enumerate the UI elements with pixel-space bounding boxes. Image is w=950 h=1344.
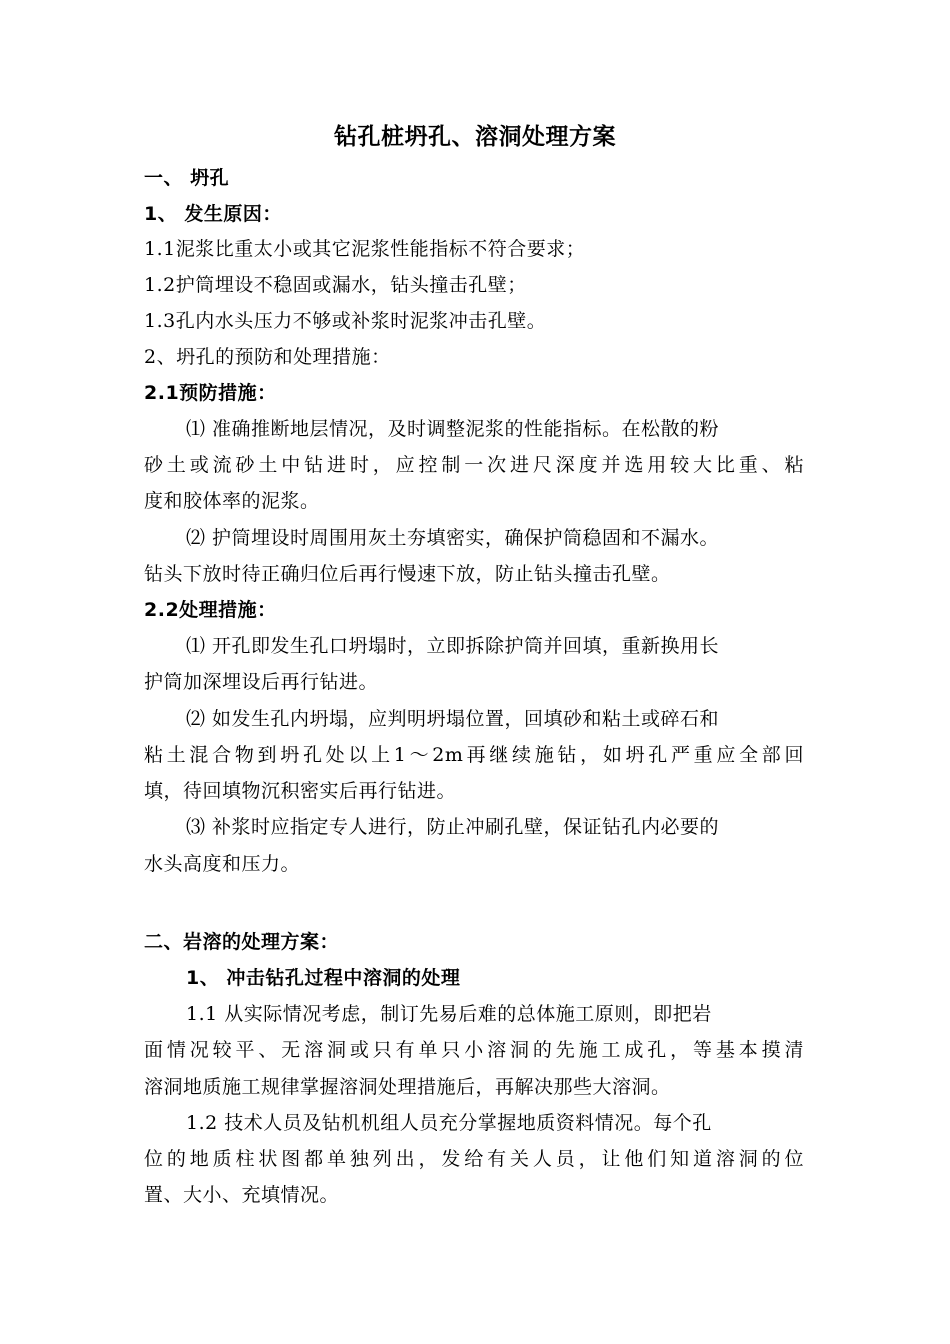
prevention-item-1-line-1: ⑴ 准确推断地层情况，及时调整泥浆的性能指标。在松散的粉 (186, 418, 720, 440)
cause-item-1-1: 1.1泥浆比重太小或其它泥浆性能指标不符合要求； (144, 238, 586, 260)
subsection-heading-causes: 1、 发生原因： (144, 203, 282, 225)
karst-item-1-2-line-3: 置、大小、充填情况。 (144, 1184, 340, 1206)
document-title: 钻孔桩坍孔、溶洞处理方案 (334, 124, 616, 150)
karst-item-1-1-line-3: 溶洞地质施工规律掌握溶洞处理措施后，再解决那些大溶洞。 (144, 1076, 671, 1098)
karst-item-1-2-line-1: 1.2 技术人员及钻机机组人员充分掌握地质资料情况。每个孔 (186, 1112, 712, 1134)
prevention-item-1-line-2: 砂土或流砂土中钻进时，应控制一次进尺深度并选用较大比重、粘 (144, 454, 804, 476)
treatment-item-3-line-1: ⑶ 补浆时应指定专人进行，防止冲刷孔壁，保证钻孔内必要的 (186, 816, 720, 838)
prevention-item-2-line-2: 钻头下放时待正确归位后再行慢速下放，防止钻头撞击孔壁。 (144, 563, 671, 585)
karst-item-1-2-line-2: 位的地质柱状图都单独列出，发给有关人员，让他们知道溶洞的位 (144, 1148, 804, 1170)
subsection-heading-measures: 2、坍孔的预防和处理措施： (144, 346, 391, 368)
heading-prevention: 2.1预防措施： (144, 382, 277, 404)
cause-item-1-3: 1.3孔内水头压力不够或补浆时泥浆冲击孔壁。 (144, 310, 547, 332)
cause-item-1-2: 1.2护筒埋设不稳固或漏水，钻头撞击孔壁； (144, 274, 527, 296)
prevention-item-2-line-1: ⑵ 护筒埋设时周围用灰土夯填密实，确保护筒稳固和不漏水。 (186, 527, 720, 549)
prevention-item-1-line-3: 度和胶体率的泥浆。 (144, 490, 320, 512)
treatment-item-2-line-2: 粘土混合物到坍孔处以上1～2m再继续施钻，如坍孔严重应全部回 (144, 744, 804, 766)
treatment-item-1-line-1: ⑴ 开孔即发生孔口坍塌时，立即拆除护筒并回填，重新换用长 (186, 635, 720, 657)
treatment-item-2-line-3: 填，待回填物沉积密实后再行钻进。 (144, 780, 457, 802)
treatment-item-3-line-2: 水头高度和压力。 (144, 853, 301, 875)
section-heading-karst: 二、岩溶的处理方案： (144, 931, 340, 953)
karst-item-1-1-line-2: 面情况较平、无溶洞或只有单只小溶洞的先施工成孔，等基本摸清 (144, 1039, 804, 1061)
heading-treatment: 2.2处理措施： (144, 599, 277, 621)
section-heading-collapse: 一、 坍孔 (144, 167, 230, 189)
subsection-heading-cave-handling: 1、 冲击钻孔过程中溶洞的处理 (186, 967, 461, 989)
treatment-item-1-line-2: 护筒加深埋设后再行钻进。 (144, 671, 379, 693)
treatment-item-2-line-1: ⑵ 如发生孔内坍塌，应判明坍塌位置，回填砂和粘土或碎石和 (186, 708, 720, 730)
karst-item-1-1-line-1: 1.1 从实际情况考虑，制订先易后难的总体施工原则，即把岩 (186, 1003, 712, 1025)
